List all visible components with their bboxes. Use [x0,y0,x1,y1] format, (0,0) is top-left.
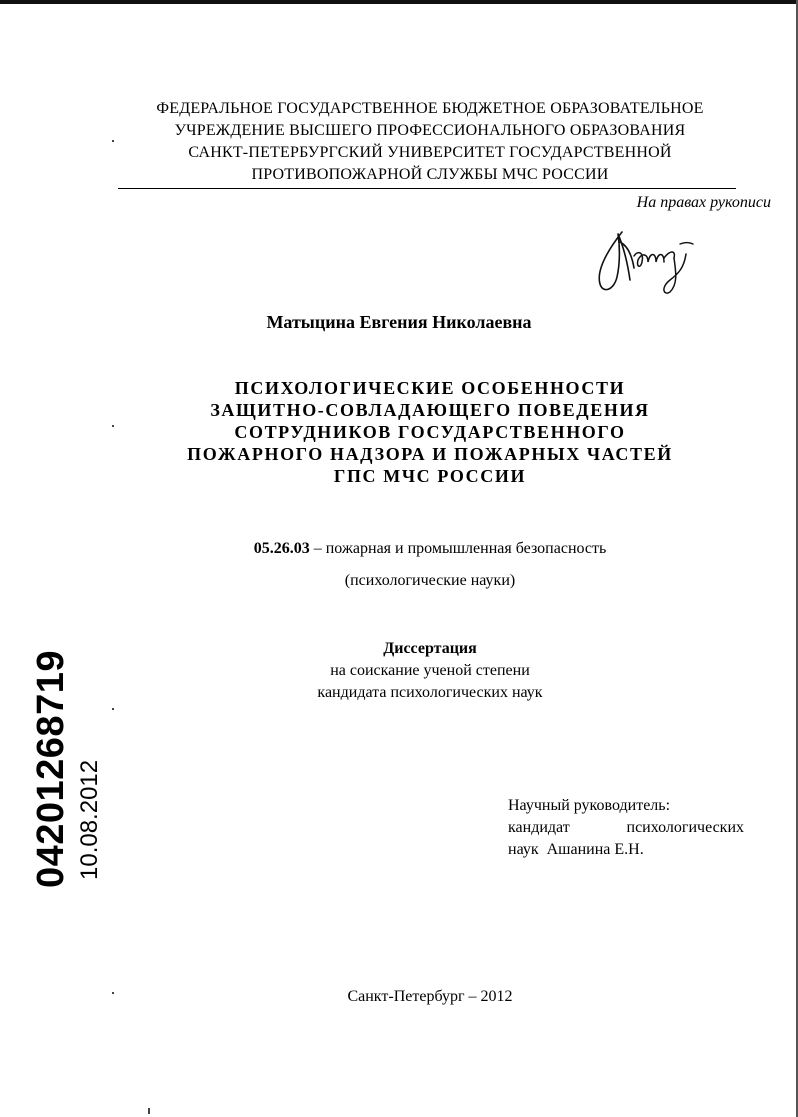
degree-block [0,638,798,704]
org-line: ПРОТИВОПОЖАРНОЙ СЛУЖБЫ МЧС РОССИИ [251,166,609,183]
title-line: ЗАЩИТНО-СОВЛАДАЮЩЕГО ПОВЕДЕНИЯ [210,400,650,420]
supervisor-name: наук Ашанина Е.Н. [508,841,644,858]
org-line: ФЕДЕРАЛЬНОЕ ГОСУДАРСТВЕННОЕ БЮДЖЕТНОЕ ОБРАЗОВАТЕЛЬНОЕ [156,100,704,117]
title-line: ПСИХОЛОГИЧЕСКИЕ ОСОБЕННОСТИ [234,378,626,398]
scan-top-edge [0,0,798,4]
author-name: Матыцина Евгения Николаевна [266,312,532,332]
header-divider [118,188,736,189]
science-field: (психологические науки) [344,572,516,589]
organization-header [130,98,730,186]
supervisor-degree: кандидат психологических [508,819,744,836]
library-stamp [30,628,103,888]
signature [590,222,700,302]
specialty-code: 05.26.03 [253,540,310,557]
degree-line: кандидата психологических наук [317,684,543,701]
supervisor-label: Научный руководитель: [508,797,671,814]
document-type: Диссертация [383,640,477,657]
degree-line: на соискание ученой степени [330,662,530,679]
scan-speck [112,140,114,142]
city-year: Санкт-Петербург – 2012 [347,988,513,1005]
supervisor-block [508,795,744,861]
stamp-date: 10.08.2012 [76,759,103,880]
dissertation-title [150,377,710,487]
title-line: ПОЖАРНОГО НАДЗОРА И ПОЖАРНЫХ ЧАСТЕЙ [187,444,673,464]
rights-note: На правах рукописи [636,194,771,211]
org-line: САНКТ-ПЕТЕРБУРГСКИЙ УНИВЕРСИТЕТ ГОСУДАРСТВЕННОЙ [188,144,672,161]
title-line: ГПС МЧС РОССИИ [333,466,527,486]
scan-speck [148,1108,150,1114]
stamp-number: 04201268719 [30,650,72,888]
scan-speck [112,708,114,710]
specialty-name: – пожарная и промышленная безопасность [309,540,607,557]
org-line: УЧРЕЖДЕНИЕ ВЫСШЕГО ПРОФЕССИОНАЛЬНОГО ОБРАЗОВАНИЯ [174,122,686,139]
title-line: СОТРУДНИКОВ ГОСУДАРСТВЕННОГО [234,422,626,442]
specialty [0,540,798,558]
scan-speck [112,425,114,427]
